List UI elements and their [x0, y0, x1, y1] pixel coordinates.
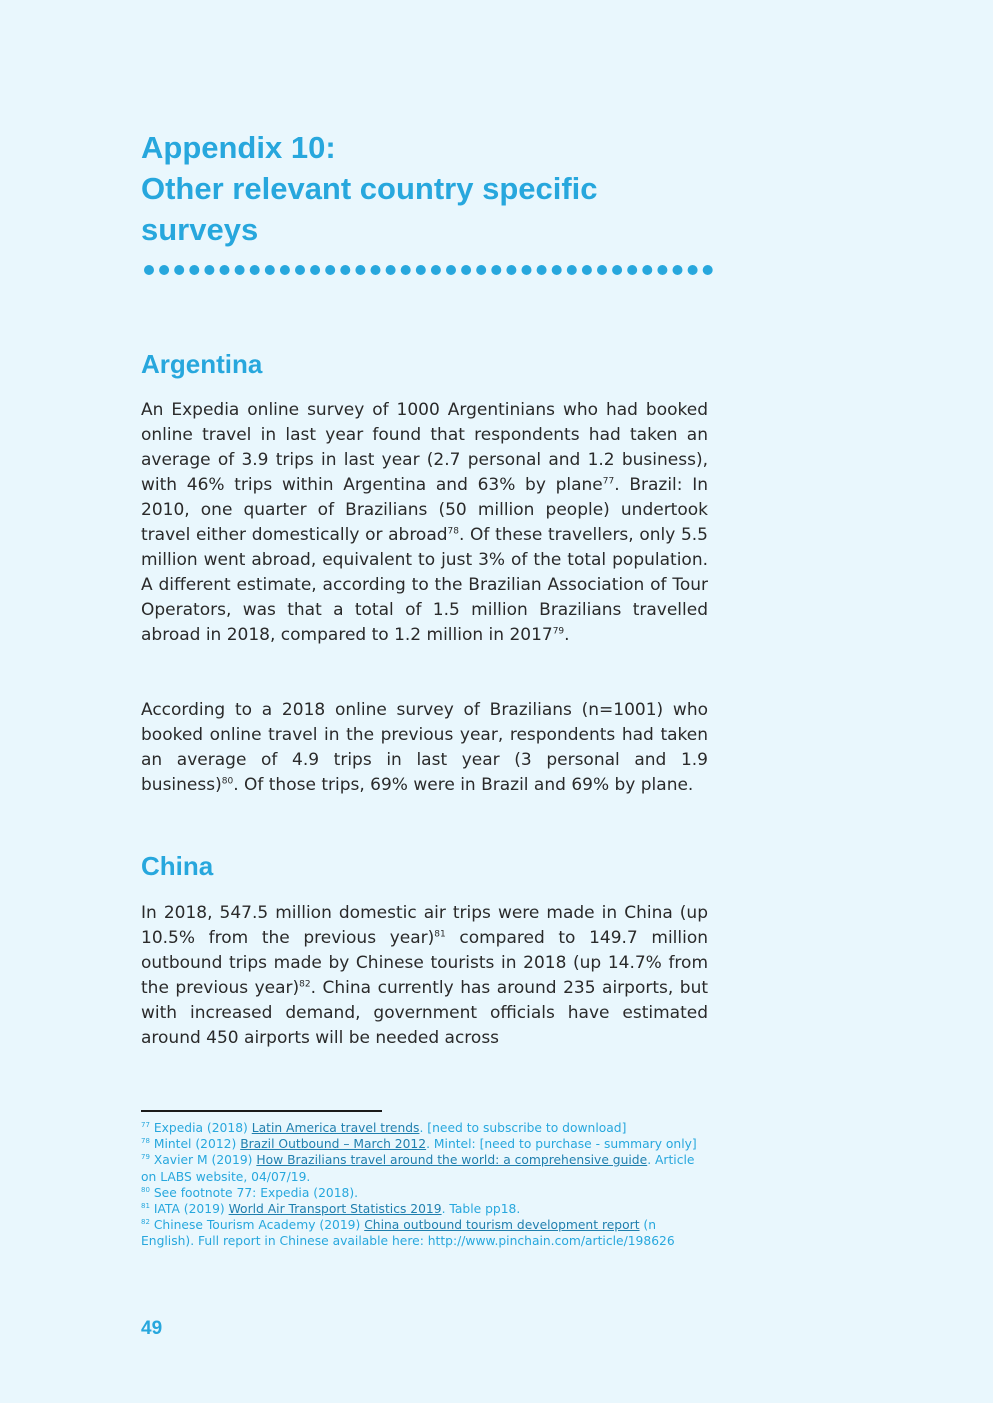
divider-dot: [174, 265, 184, 275]
footnote-text: Mintel (2012): [153, 1137, 241, 1152]
divider-dot: [612, 265, 622, 275]
argentina-heading: Argentina: [141, 349, 263, 379]
footnote-78: [141, 1136, 708, 1152]
divider-dot: [371, 265, 381, 275]
divider-dot: [461, 265, 471, 275]
divider-dot: [386, 265, 396, 275]
page-number: 49: [141, 1318, 163, 1339]
text-run: According to a 2018 online survey of Brazilians (n=1001) who booked online travel in the previous year, respondents had taken an average of 4.9 trips in last year (3 personal and 1.9 business): [141, 700, 708, 795]
divider-dot: [673, 265, 683, 275]
divider-dot: [416, 265, 426, 275]
divider-dot: [597, 265, 607, 275]
divider-dot: [522, 265, 532, 275]
footnote-text: . Table pp18.: [441, 1202, 521, 1217]
footnote-link[interactable]: How Brazilians travel around the world: a comprehensive guide: [256, 1153, 648, 1168]
footnote-ref-81[interactable]: 81: [434, 929, 446, 940]
dotted-divider: [143, 262, 718, 278]
text-run: . Of those trips, 69% were in Brazil and 69% by plane.: [233, 775, 694, 795]
footnote-text: . Article on LABS website, 04/07/19.: [141, 1153, 695, 1184]
divider-dot: [265, 265, 275, 275]
text-run: compared to 149.7 million outbound trips made by Chinese tourists in 2018 (up 14.7% from the previous year): [141, 928, 709, 998]
divider-dot: [280, 265, 290, 275]
footnote-number: 82: [141, 1218, 150, 1227]
footnote-80: [141, 1185, 708, 1201]
divider-dot: [355, 265, 365, 275]
divider-dot: [491, 265, 501, 275]
text-run: .: [564, 625, 570, 645]
divider-dot: [401, 265, 411, 275]
divider-dot: [144, 265, 154, 275]
footnote-number: 80: [141, 1185, 150, 1194]
china-paragraph-1: [141, 901, 708, 1051]
divider-dot: [703, 265, 713, 275]
divider-dot: [235, 265, 245, 275]
footnote-text: IATA (2019): [153, 1202, 229, 1217]
text-run: . Brazil: In 2010, one quarter of Brazilians (50 million people) undertook travel either domestically or abroad: [141, 475, 708, 545]
footnote-ref-77[interactable]: 77: [602, 476, 615, 487]
divider-dot: [688, 265, 698, 275]
page-title: [141, 127, 708, 250]
footnote-ref-79[interactable]: 79: [552, 626, 565, 637]
divider-dot: [567, 265, 577, 275]
text-run: In 2018, 547.5 million domestic air trips were made in China (up 10.5% from the previous year): [141, 903, 708, 948]
divider-dot: [295, 265, 305, 275]
text-run: . China currently has around 235 airports, but with increased demand, government officials have estimated around 450 airports will be needed across: [141, 978, 709, 1048]
divider-dot: [220, 265, 230, 275]
footnote-ref-80[interactable]: 80: [221, 776, 234, 787]
divider-dot: [657, 265, 667, 275]
footnote-text: Expedia (2018): [153, 1121, 252, 1135]
footnote-link[interactable]: China outbound tourism development report: [364, 1218, 640, 1233]
footnote-link[interactable]: Latin America travel trends: [251, 1121, 420, 1135]
footnote-number: 77: [141, 1120, 150, 1129]
china-heading: China: [141, 851, 214, 881]
title-line-3: surveys: [141, 212, 259, 247]
text-run: An Expedia online survey of 1000 Argentinians who had booked online travel in last year found that respondents had taken an average of 3.9 trips in last year (2.7 personal and 1.2 business), with 46% trips within Argentina and 63% by plane: [141, 400, 708, 495]
divider-dot: [431, 265, 441, 275]
footnote-81: [141, 1201, 708, 1217]
divider-dot: [627, 265, 637, 275]
divider-dot: [552, 265, 562, 275]
footnote-number: 78: [141, 1137, 150, 1146]
divider-dot: [310, 265, 320, 275]
footnote-text: . Mintel: [need to purchase - summary only]: [426, 1137, 697, 1152]
footnote-77: [141, 1120, 708, 1136]
footnote-text: (n English). Full report in Chinese available here: http://www.pinchain.com/article/198626: [141, 1218, 675, 1249]
footnote-79: [141, 1152, 708, 1184]
divider-dot: [189, 265, 199, 275]
divider-dot: [537, 265, 547, 275]
divider-dot: [340, 265, 350, 275]
divider-dot: [446, 265, 456, 275]
footnote-text: Xavier M (2019): [153, 1153, 257, 1168]
divider-dot: [642, 265, 652, 275]
footnote-82: [141, 1217, 708, 1249]
footnote-text: . [need to subscribe to download]: [419, 1121, 627, 1135]
footnote-link[interactable]: Brazil Outbound – March 2012: [240, 1137, 427, 1152]
divider-dot: [159, 265, 169, 275]
footnote-ref-82[interactable]: 82: [299, 979, 311, 990]
divider-dot: [325, 265, 335, 275]
title-line-1: Appendix 10:: [141, 130, 336, 165]
divider-dot: [250, 265, 260, 275]
divider-dot: [204, 265, 214, 275]
footnote-ref-78[interactable]: 78: [447, 526, 459, 537]
argentina-paragraph-2: [141, 698, 708, 798]
title-line-2: Other relevant country specific: [141, 171, 598, 206]
footnote-number: 81: [141, 1201, 150, 1210]
footnote-text: See footnote 77: Expedia (2018).: [153, 1185, 359, 1200]
footnote-separator: [141, 1110, 382, 1112]
footnote-text: Chinese Tourism Academy (2019): [153, 1218, 365, 1233]
divider-dot: [506, 265, 516, 275]
footnote-number: 79: [141, 1153, 150, 1162]
divider-dot: [582, 265, 592, 275]
footnotes: [141, 1120, 708, 1250]
footnote-link[interactable]: World Air Transport Statistics 2019: [228, 1202, 442, 1217]
divider-dot: [476, 265, 486, 275]
argentina-paragraph-1: [141, 398, 708, 648]
text-run: . Of these travellers, only 5.5 million went abroad, equivalent to just 3% of the total population. A different estimate, according to the Brazilian Association of Tour Operators, was that a total of 1.5 million Brazilians travelled abroad in 2018, compared to 1.2 million in 2017: [141, 525, 708, 645]
